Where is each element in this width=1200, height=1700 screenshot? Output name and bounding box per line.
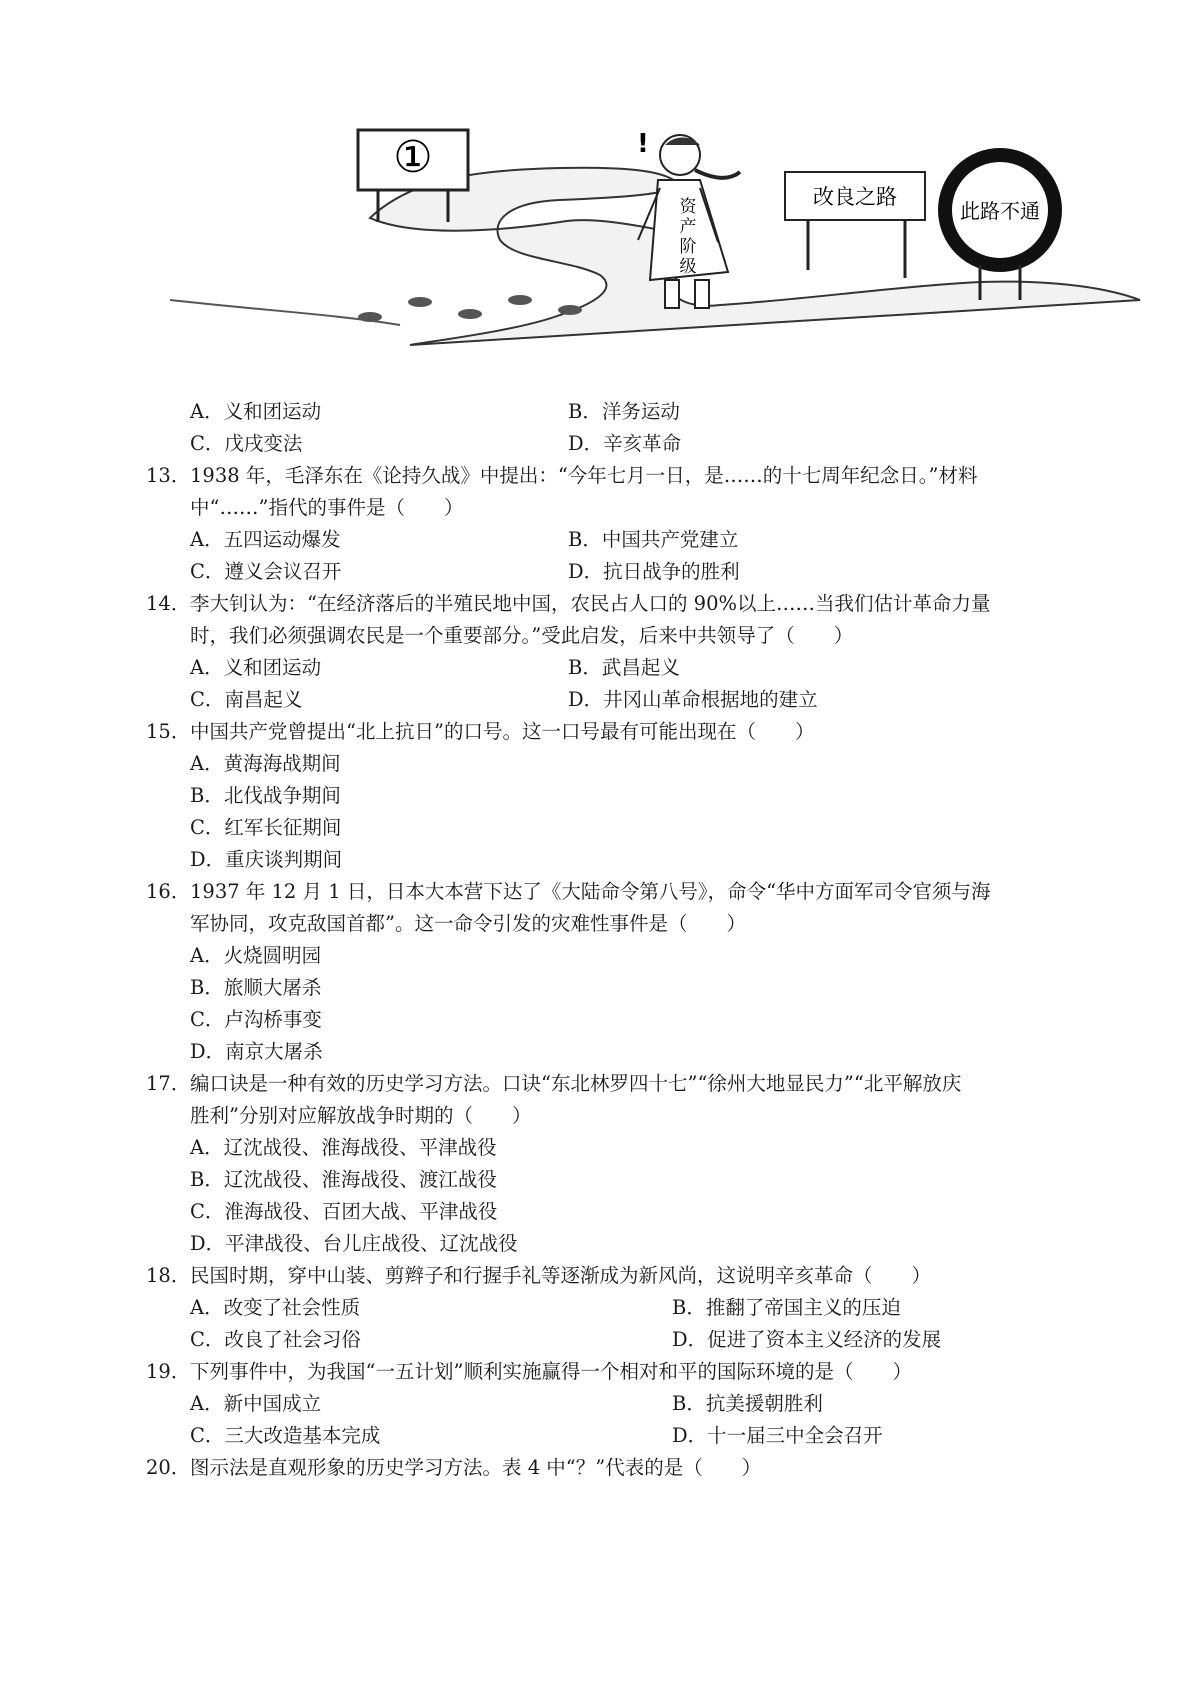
question-number: 20． [146, 1456, 191, 1479]
question-text: 图示法是直观形象的历史学习方法。表 4 中“？”代表的是（ ） [190, 1456, 762, 1479]
q15-option-b[interactable]: B．北伐战争期间 [190, 784, 341, 807]
q16-option-c[interactable]: C．卢沟桥事变 [190, 1008, 322, 1031]
q12-option-b[interactable]: B．洋务运动 [568, 400, 680, 423]
q16-option-a[interactable]: A．火烧圆明园 [190, 944, 322, 967]
q14-option-a[interactable]: A．义和团运动 [190, 656, 322, 679]
figure-label [680, 197, 698, 277]
q15-option-a[interactable]: A．黄海海战期间 [190, 752, 341, 775]
q14-option-b[interactable]: B．武昌起义 [568, 656, 680, 679]
question-text: 1938 年，毛泽东在《论持久战》中提出：“今年七月一日，是……的十七周年纪念日。”材料 [190, 464, 978, 487]
cartoon-illustration [140, 110, 1180, 390]
question-text: 民国时期，穿中山装、剪辫子和行握手礼等逐渐成为新风尚，这说明辛亥革命（ ） [190, 1264, 932, 1287]
question-19 [0, 1356, 1200, 1388]
q13-option-c[interactable]: C．遵义会议召开 [190, 560, 342, 583]
q12-option-row [0, 396, 1200, 428]
question-15 [0, 716, 1200, 748]
q19-option-b[interactable]: B．抗美援朝胜利 [672, 1392, 823, 1415]
q18-option-b[interactable]: B．推翻了帝国主义的压迫 [672, 1296, 901, 1319]
svg-text:产: 产 [679, 217, 697, 237]
question-text: 编口诀是一种有效的历史学习方法。口诀“东北林罗四十七”“徐州大地显民力”“北平解放庆 [190, 1072, 962, 1095]
question-number: 14． [146, 592, 191, 615]
exam-questions [0, 396, 1200, 1484]
question-20 [0, 1452, 1200, 1484]
no-through-road-label: 此路不通 [960, 199, 1040, 223]
q17-option-c[interactable]: C．淮海战役、百团大战、平津战役 [190, 1200, 498, 1223]
question-13 [0, 460, 1200, 492]
question-text: 李大钊认为：“在经济落后的半殖民地中国，农民占人口的 90%以上……当我们估计革命力量 [190, 592, 991, 615]
q18-option-c[interactable]: C．改良了社会习俗 [190, 1328, 361, 1351]
svg-text:资: 资 [679, 197, 697, 217]
question-number: 15． [146, 720, 191, 743]
q19-option-d[interactable]: D．十一届三中全会召开 [672, 1424, 883, 1447]
question-14 [0, 588, 1200, 620]
question-text: 1937 年 12 月 1 日，日本大本营下达了《大陆命令第八号》，命令“华中方面军司令官须与海 [190, 880, 991, 903]
sign-number: ① [393, 132, 433, 183]
q18-option-a[interactable]: A．改变了社会性质 [190, 1296, 361, 1319]
no-through-road-sign [945, 155, 1055, 300]
question-text: 中“……”指代的事件是（ ） [190, 496, 464, 519]
q17-option-b[interactable]: B．辽沈战役、淮海战役、渡江战役 [190, 1168, 497, 1191]
q19-option-c[interactable]: C．三大改造基本完成 [190, 1424, 381, 1447]
reform-road-sign [785, 172, 925, 278]
svg-text:阶: 阶 [679, 237, 697, 257]
question-17 [0, 1068, 1200, 1100]
reform-road-label: 改良之路 [813, 185, 897, 209]
q12-option-a[interactable]: A．义和团运动 [190, 400, 322, 423]
q15-option-d[interactable]: D．重庆谈判期间 [190, 848, 343, 871]
q19-option-a[interactable]: A．新中国成立 [190, 1392, 322, 1415]
q15-option-c[interactable]: C．红军长征期间 [190, 816, 342, 839]
q12-option-c[interactable]: C．戊戌变法 [190, 432, 303, 455]
q13-option-b[interactable]: B．中国共产党建立 [568, 528, 739, 551]
question-text: 下列事件中，为我国“一五计划”顺利实施赢得一个相对和平的国际环境的是（ ） [190, 1360, 912, 1383]
q14-option-c[interactable]: C．南昌起义 [190, 688, 303, 711]
question-text: 时，我们必须强调农民是一个重要部分。”受此启发，后来中共领导了（ ） [190, 624, 854, 647]
q16-option-b[interactable]: B．旅顺大屠杀 [190, 976, 322, 999]
q13-option-a[interactable]: A．五四运动爆发 [190, 528, 341, 551]
question-16 [0, 876, 1200, 908]
question-text: 中国共产党曾提出“北上抗日”的口号。这一口号最有可能出现在（ ） [190, 720, 815, 743]
q13-option-d[interactable]: D．抗日战争的胜利 [568, 560, 740, 583]
question-text: 胜利”分别对应解放战争时期的（ ） [190, 1104, 532, 1127]
question-number: 13． [146, 464, 191, 487]
question-text: 军协同，攻克敌国首都”。这一命令引发的灾难性事件是（ ） [190, 912, 746, 935]
exclamation-mark: ! [637, 129, 649, 159]
q17-option-d[interactable]: D．平津战役、台儿庄战役、辽沈战役 [190, 1232, 518, 1255]
question-number: 17． [146, 1072, 191, 1095]
q14-option-d[interactable]: D．井冈山革命根据地的建立 [568, 688, 818, 711]
question-18 [0, 1260, 1200, 1292]
q12-option-d[interactable]: D．辛亥革命 [568, 432, 682, 455]
q12-option-row [0, 428, 1200, 460]
q17-option-a[interactable]: A．辽沈战役、淮海战役、平津战役 [190, 1136, 497, 1159]
q16-option-d[interactable]: D．南京大屠杀 [190, 1040, 323, 1063]
q18-option-d[interactable]: D．促进了资本主义经济的发展 [672, 1328, 942, 1351]
question-number: 19． [146, 1360, 191, 1383]
question-number: 16． [146, 880, 191, 903]
question-number: 18． [146, 1264, 191, 1287]
svg-text:级: 级 [679, 257, 697, 277]
